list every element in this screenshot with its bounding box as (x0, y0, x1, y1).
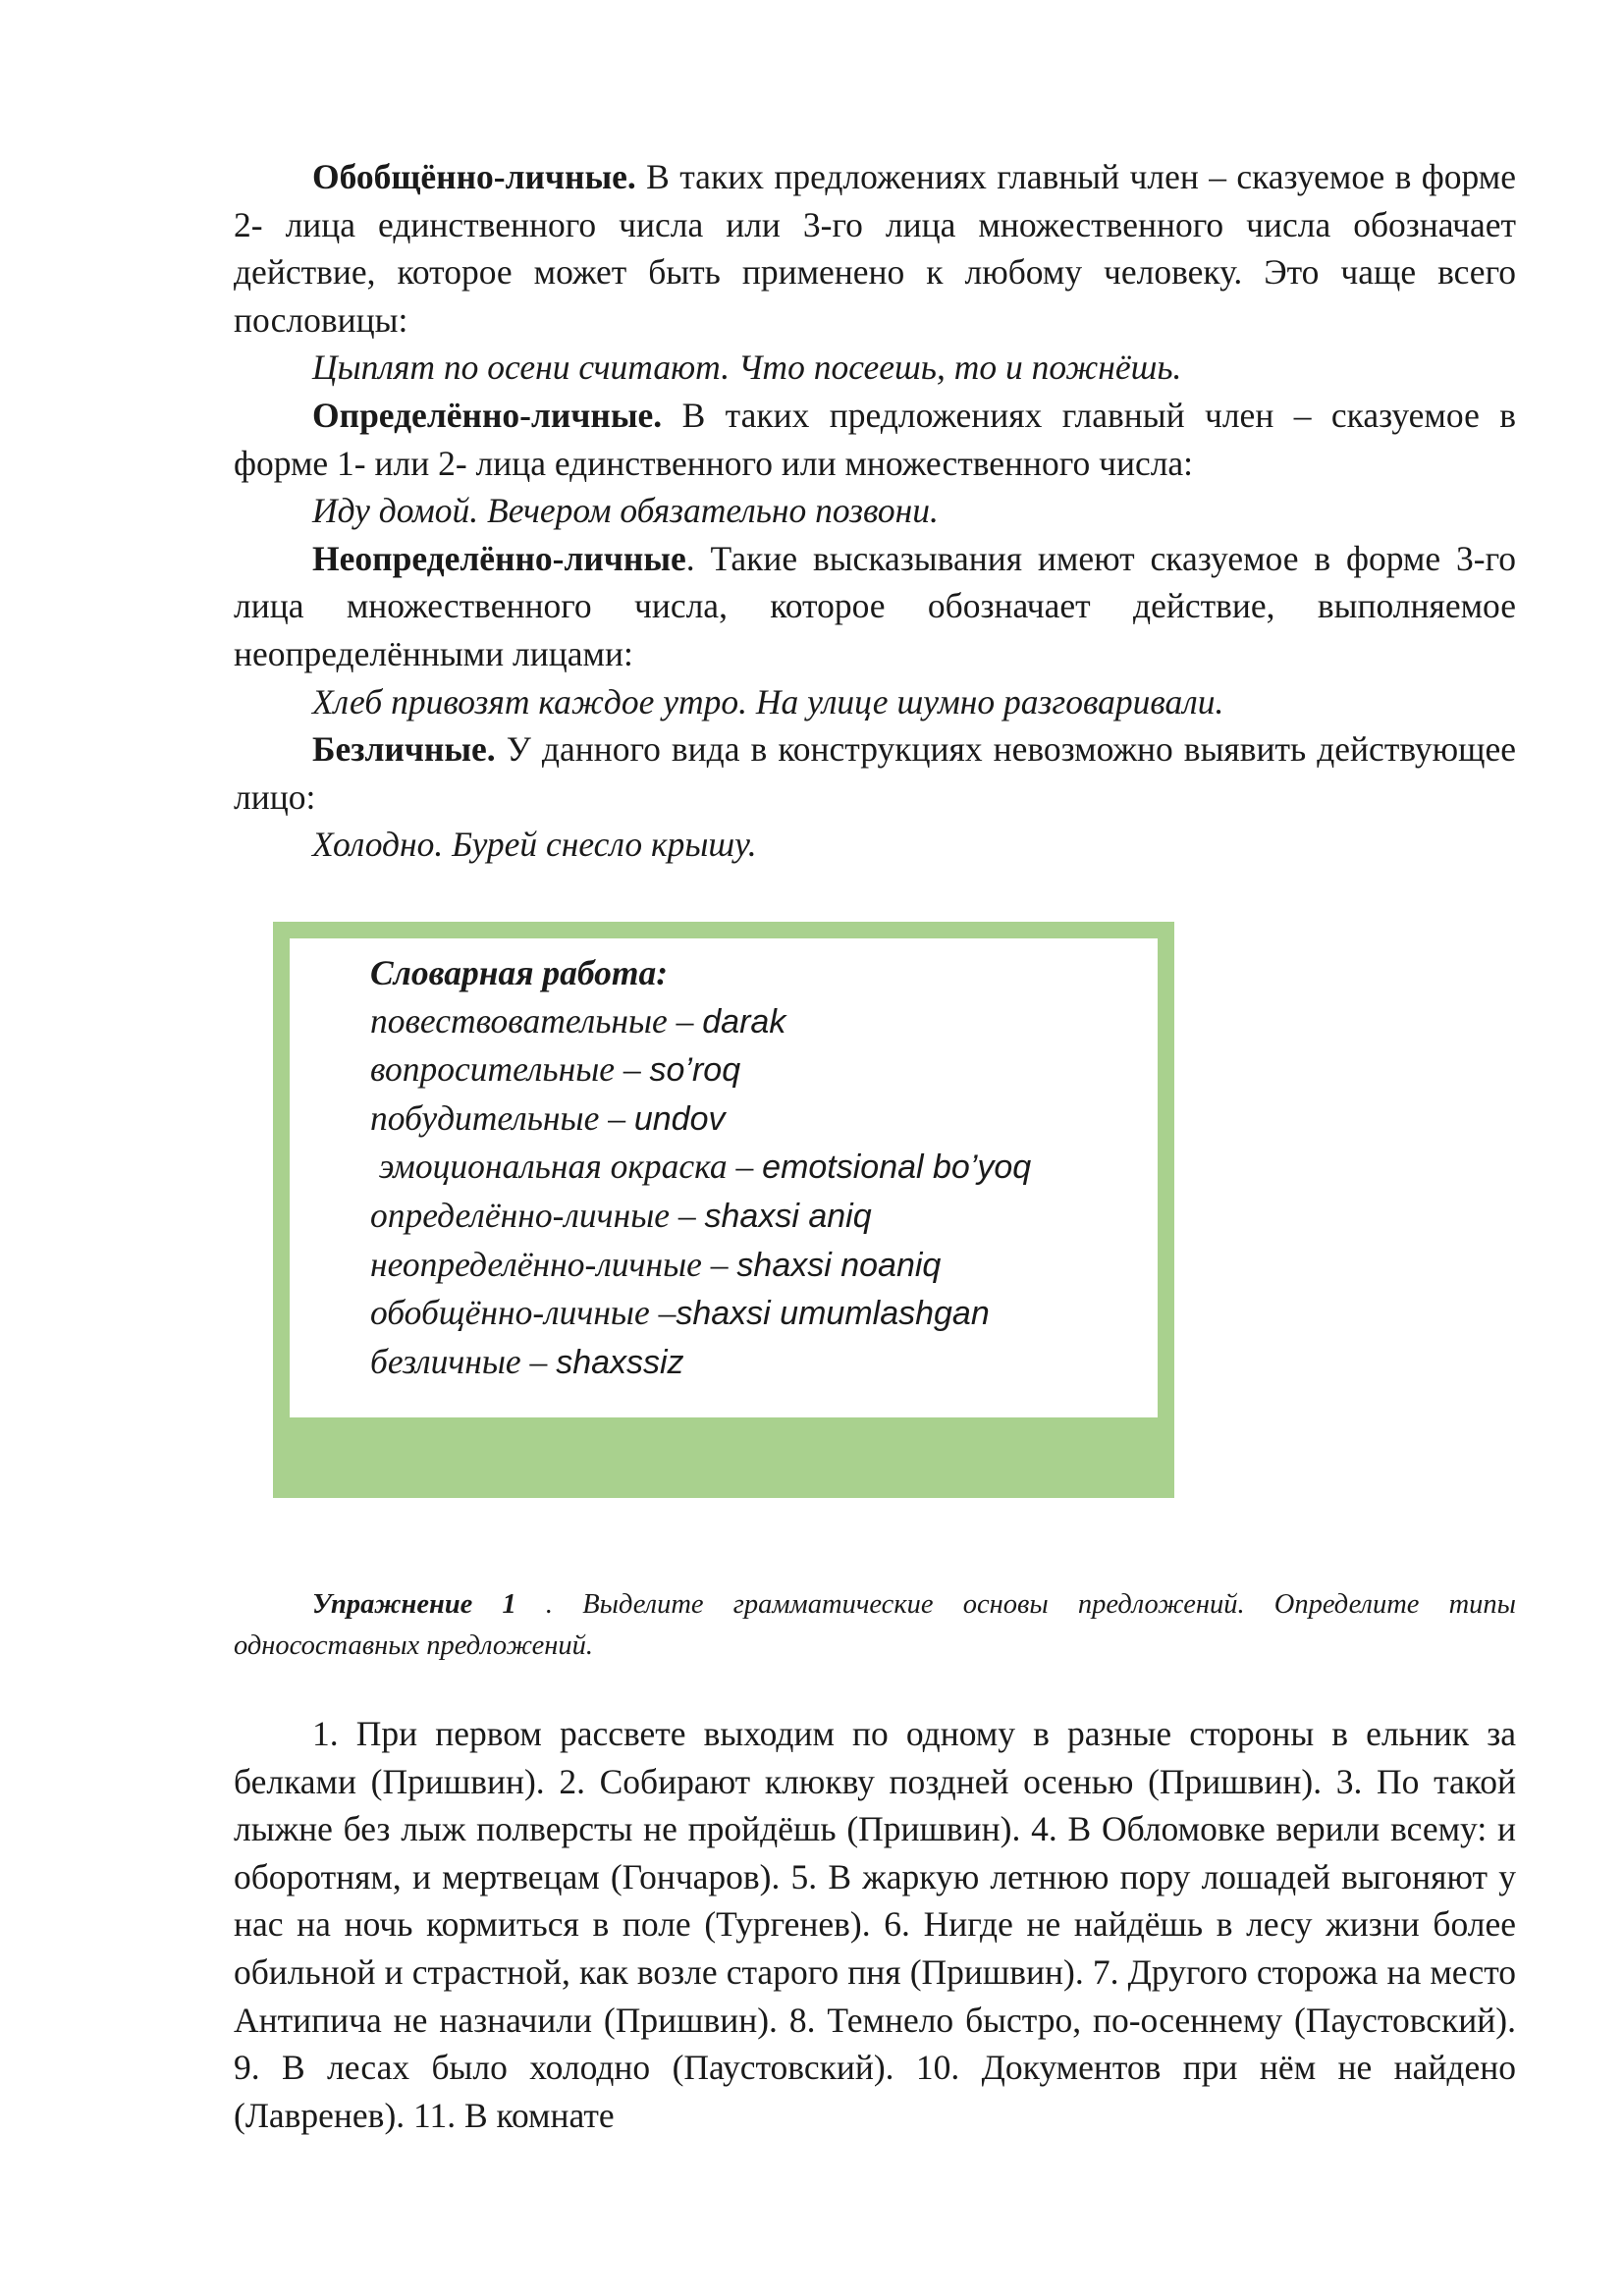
vocabulary-term-ru: вопросительные – (370, 1049, 650, 1090)
vocabulary-term-ru: неопределённо-личные – (370, 1244, 737, 1284)
vocabulary-term-uz: shaxsi aniq (704, 1197, 872, 1235)
vocabulary-box-inner (290, 938, 1158, 1417)
type-example-definite: Иду домой. Вечером обязательно позвони. (312, 491, 939, 531)
vocabulary-term-ru: обобщённо-личные – (370, 1293, 677, 1333)
vocabulary-term-uz: so’roq (649, 1051, 741, 1090)
vocabulary-term-uz: emotsional bo’yoq (762, 1148, 1032, 1187)
vocabulary-item (370, 1045, 1031, 1095)
type-paragraph-impersonal (234, 725, 1516, 821)
type-description: У данного вида в конструкциях невозможно выявить действующее лицо: (234, 729, 1516, 817)
vocabulary-item (370, 1143, 1031, 1192)
vocabulary-term-uz: undov (633, 1099, 726, 1138)
type-example-generalized: Цыплят по осени считают. Что посеешь, то и пожнёшь. (312, 347, 1182, 388)
type-example-impersonal: Холодно. Бурей снесло крышу. (312, 825, 757, 865)
vocabulary-box (273, 922, 1174, 1498)
type-description: . Такие высказывания имеют сказуемое в форме 3-го лица множественного числа, которое обозначает действие, выполняемое неопределёнными лицами: (234, 538, 1516, 673)
vocabulary-term-uz: darak (702, 1002, 786, 1041)
type-paragraph-definite (234, 392, 1516, 487)
exercise-instruction (234, 1584, 1516, 1667)
vocabulary-term-ru: побудительные – (370, 1097, 634, 1138)
vocabulary-list (370, 949, 1031, 1386)
vocabulary-item (370, 1095, 1031, 1144)
type-description: В таких предложениях главный член – сказуемое в форме 2- лица единственного числа или 3-го лица множественного числа обозначает действие, которое может быть применено к любому человеку. Это чаще всего пословицы: (234, 157, 1516, 340)
type-term: Неопределённо-личные (312, 538, 686, 578)
vocabulary-term-ru: повествовательные – (370, 1000, 703, 1041)
vocabulary-item (370, 1192, 1031, 1241)
type-description: В таких предложениях главный член – сказуемое в форме 1- или 2- лица единственного или множественного числа: (234, 395, 1516, 483)
vocabulary-term-uz: shaxsi noaniq (736, 1246, 942, 1284)
exercise-heading (234, 1584, 1516, 1667)
type-term: Обобщённо-личные. (312, 157, 636, 196)
vocabulary-item (370, 997, 1031, 1046)
exercise-text (234, 1710, 1516, 2139)
vocabulary-term-ru: определённо-личные – (370, 1195, 705, 1235)
type-example-indefinite: Хлеб привозят каждое утро. На улице шумно разговаривали. (312, 681, 1224, 721)
vocabulary-term-uz: shaxsi umumlashgan (676, 1295, 990, 1333)
vocabulary-term-uz: shaxssiz (556, 1343, 684, 1381)
vocabulary-item (370, 1289, 1031, 1338)
type-term: Определённо-личные. (312, 395, 663, 435)
type-term: Безличные. (312, 729, 496, 770)
type-paragraph-generalized (234, 153, 1516, 344)
vocabulary-term-ru: эмоциональная окраска – (370, 1147, 763, 1187)
vocabulary-term-ru: безличные – (370, 1341, 557, 1381)
vocabulary-item (370, 1241, 1031, 1290)
sentence-types-section (234, 153, 1516, 869)
exercise-sentences: 1. При первом рассвете выходим по одному в разные стороны в ельник за белками (Пришвин). 2. Собирают клюкву поздней осенью (Пришвин). 3. По такой лыжне без лыж полверсты не пройдёшь (Пришвин). 4. В Обломовке верили всему: и оборотням, и мертвецам (Гончаров). 5. В жаркую летнюю пору лошадей выгоняют у нас на ночь кормиться в поле (Тургенев). 6. Нигде не найдёшь в лесу жизни более обильной и страстной, как возле старого пня (Пришвин). 7. Другого сторожа на место Антипича не назначили (Пришвин). 8. Темнело быстро, по-осеннему (Паустовский). 9. В лесах было холодно (Паустовский). 10. Документов при нём не найдено (Лавренев). 11. В комнате (234, 1714, 1516, 2135)
vocabulary-item (370, 1338, 1031, 1387)
exercise-label: Упражнение 1 (312, 1589, 516, 1620)
vocabulary-title: Словарная работа: (370, 953, 669, 992)
exercise-instruction-text: . Выделите грамматические основы предложений. Определите типы односоставных предложений. (234, 1589, 1516, 1661)
type-paragraph-indefinite (234, 535, 1516, 678)
